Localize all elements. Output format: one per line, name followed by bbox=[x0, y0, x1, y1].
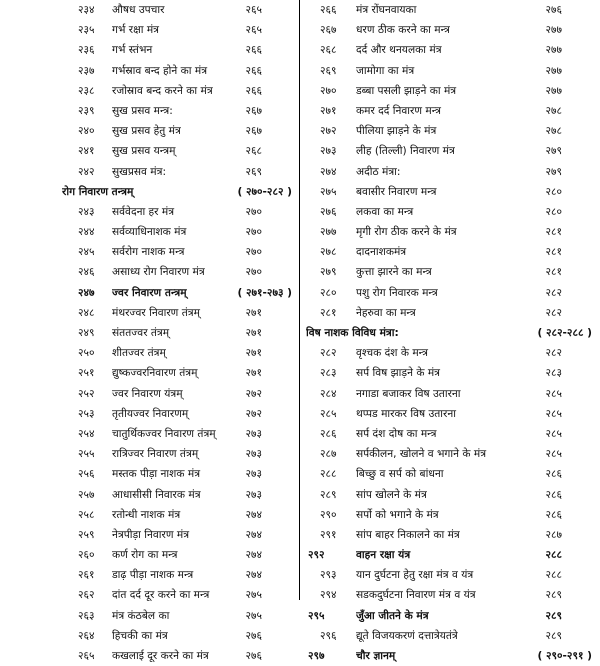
entry-number: २७९ bbox=[320, 266, 337, 279]
toc-entry bbox=[300, 242, 600, 262]
entry-title: सांप बाहर निकालने का मंत्र bbox=[356, 528, 460, 541]
toc-entry bbox=[0, 505, 300, 525]
entry-page: २७३ bbox=[245, 427, 262, 440]
entry-number: २३७ bbox=[78, 64, 95, 77]
entry-number: २८२ bbox=[320, 347, 337, 360]
entry-number: २९६ bbox=[320, 629, 337, 642]
toc-section-entry bbox=[300, 545, 600, 565]
entry-page: २८८ bbox=[545, 549, 562, 562]
entry-page: २७४ bbox=[245, 508, 262, 521]
entry-title: गर्भस्राव बन्द होने का मंत्र bbox=[112, 64, 208, 77]
entry-page: २७२ bbox=[245, 407, 262, 420]
entry-page: २८० bbox=[545, 185, 562, 198]
toc-entry bbox=[300, 464, 600, 484]
entry-title: हिचकी का मंत्र bbox=[112, 629, 168, 642]
entry-title: शीतज्वर तंत्रम् bbox=[112, 347, 166, 360]
entry-title: रोग निवारण तन्त्रम् bbox=[62, 185, 134, 198]
entry-title: बिच्छु व सर्प को बांधना bbox=[356, 468, 444, 481]
toc-entry bbox=[0, 343, 300, 363]
toc-entry bbox=[0, 424, 300, 444]
entry-number: २३८ bbox=[78, 84, 95, 97]
toc-entry bbox=[300, 162, 600, 182]
entry-number: २५६ bbox=[78, 468, 95, 481]
entry-title: विष नाशक विविध मंत्रा: bbox=[306, 327, 399, 339]
toc-entry bbox=[300, 141, 600, 161]
entry-number: २७२ bbox=[320, 125, 337, 138]
entry-title: रात्रिज्वर निवारण तंत्रम् bbox=[112, 448, 199, 461]
entry-number: २५१ bbox=[78, 367, 95, 380]
entry-title: गर्भ स्तंभन bbox=[112, 44, 153, 57]
entry-page: २७६ bbox=[245, 650, 262, 662]
entry-number: २४१ bbox=[78, 145, 95, 158]
entry-page: २७३ bbox=[245, 468, 262, 481]
entry-title: द्यूते विजयकरणं दत्तात्रेयतंत्रे bbox=[356, 629, 458, 642]
entry-title: सुख प्रसव मन्त्र: bbox=[112, 104, 173, 117]
entry-page: २७० bbox=[245, 266, 262, 279]
entry-page: २७५ bbox=[245, 589, 262, 602]
entry-page: २७० bbox=[245, 226, 262, 239]
entry-number: २६३ bbox=[78, 609, 95, 622]
entry-number: २४२ bbox=[78, 165, 95, 178]
entry-page: २७४ bbox=[245, 528, 262, 541]
entry-title: नेत्रपीड़ा निवारण मंत्र bbox=[112, 528, 190, 541]
entry-page: २८८ bbox=[545, 569, 562, 582]
entry-number: २४८ bbox=[78, 306, 95, 319]
entry-number: २९३ bbox=[320, 569, 337, 582]
entry-title: मस्तक पीड़ा नाशक मंत्र bbox=[112, 468, 201, 481]
entry-title: अदीठ मंत्रा: bbox=[356, 165, 401, 178]
entry-page: २७९ bbox=[545, 145, 562, 158]
entry-page: २७५ bbox=[245, 609, 262, 622]
entry-number: २५३ bbox=[78, 407, 95, 420]
entry-number: २३९ bbox=[78, 104, 95, 117]
entry-page: २७३ bbox=[245, 448, 262, 461]
toc-entry bbox=[0, 262, 300, 282]
toc-entry bbox=[0, 202, 300, 222]
entry-page: २८५ bbox=[545, 427, 562, 440]
entry-number: २८७ bbox=[320, 448, 337, 461]
entry-title: तृतीयज्वर निवारणम् bbox=[112, 407, 189, 420]
entry-number: २६५ bbox=[78, 650, 95, 662]
entry-page-range: ( २७०-२८२ ) bbox=[237, 185, 292, 198]
entry-number: २७७ bbox=[320, 226, 337, 239]
toc-entry bbox=[300, 444, 600, 464]
entry-number: २८१ bbox=[320, 306, 337, 319]
entry-title: सुख प्रसव हेतु मंत्र bbox=[112, 125, 181, 138]
entry-number: २५८ bbox=[78, 508, 95, 521]
entry-page: २६५ bbox=[245, 4, 262, 16]
entry-number: २६७ bbox=[320, 24, 337, 37]
entry-number: २८९ bbox=[320, 488, 337, 501]
entry-page: २८३ bbox=[545, 367, 562, 380]
entry-title: थप्पड मारकर विष उतारना bbox=[356, 407, 457, 420]
entry-number: २६१ bbox=[78, 569, 95, 582]
entry-title: कखलाई दूर करने का मंत्र bbox=[112, 650, 209, 662]
entry-title: मंत्र कंठबेल का bbox=[112, 609, 170, 622]
entry-page: २८६ bbox=[545, 468, 562, 481]
toc-entry bbox=[0, 585, 300, 605]
entry-title: सर्वव्याधिनाशक मंत्र bbox=[112, 226, 187, 239]
entry-number: २७३ bbox=[320, 145, 337, 158]
entry-page: २६७ bbox=[245, 125, 262, 138]
toc-entry bbox=[0, 525, 300, 545]
entry-title: सुख प्रसव यन्त्रम् bbox=[112, 145, 176, 158]
entry-number: २७४ bbox=[320, 165, 337, 178]
entry-title: कमर दर्द निवारण मन्त्र bbox=[356, 104, 442, 117]
entry-number: २६२ bbox=[78, 589, 95, 602]
entry-page: २८५ bbox=[545, 448, 562, 461]
entry-page: २७७ bbox=[545, 64, 562, 77]
entry-title: दर्द और थनयलका मंत्र bbox=[356, 44, 442, 57]
toc-entry bbox=[0, 323, 300, 343]
entry-number: २९७ bbox=[308, 650, 325, 662]
entry-number: २९५ bbox=[308, 609, 325, 622]
entry-page: २८७ bbox=[545, 528, 562, 541]
entry-title: गर्भ रक्षा मंत्र bbox=[112, 24, 160, 37]
entry-title: पीलिया झाड़ने के मंत्र bbox=[356, 125, 437, 138]
toc-entry bbox=[300, 222, 600, 242]
entry-number: २४६ bbox=[78, 266, 95, 279]
toc-entry bbox=[300, 121, 600, 141]
entry-page: २८१ bbox=[545, 226, 562, 239]
toc-entry bbox=[300, 626, 600, 646]
entry-page: २७८ bbox=[545, 125, 562, 138]
toc-section-entry bbox=[0, 283, 300, 303]
entry-page: २७० bbox=[245, 205, 262, 218]
entry-page: २७२ bbox=[245, 387, 262, 400]
toc-entry bbox=[300, 525, 600, 545]
entry-title: मंत्र रोंघनवायका bbox=[356, 4, 417, 16]
toc-entry bbox=[0, 61, 300, 81]
entry-page: २७१ bbox=[245, 327, 262, 339]
entry-title: संततज्वर तंत्रम् bbox=[112, 327, 170, 339]
toc-entry bbox=[0, 646, 300, 666]
entry-number: २९४ bbox=[320, 589, 337, 602]
toc-entry bbox=[0, 40, 300, 60]
entry-title: सांप खोलने के मंत्र bbox=[356, 488, 427, 501]
entry-page: २८९ bbox=[545, 629, 562, 642]
toc-entry bbox=[300, 81, 600, 101]
entry-page: २७१ bbox=[245, 367, 262, 380]
entry-page-range: ( २८२-२८८ ) bbox=[537, 327, 592, 339]
toc-entry bbox=[0, 20, 300, 40]
toc-entry bbox=[300, 283, 600, 303]
toc-section-entry bbox=[300, 646, 600, 666]
entry-page: २७१ bbox=[245, 306, 262, 319]
toc-entry bbox=[300, 40, 600, 60]
entry-number: २४५ bbox=[78, 246, 95, 259]
entry-number: २७८ bbox=[320, 246, 337, 259]
entry-page: २८१ bbox=[545, 266, 562, 279]
entry-title: कर्ण रोग का मन्त्र bbox=[112, 549, 178, 562]
entry-number: २८६ bbox=[320, 427, 337, 440]
toc-entry bbox=[0, 303, 300, 323]
entry-page: २८६ bbox=[545, 488, 562, 501]
entry-number: २४९ bbox=[78, 327, 95, 339]
entry-title: जामोगा का मंत्र bbox=[356, 64, 415, 77]
entry-number: २६० bbox=[78, 549, 95, 562]
entry-page: २८० bbox=[545, 205, 562, 218]
entry-number: २७० bbox=[320, 84, 337, 97]
entry-title: डाढ़ पीड़ा नाशक मन्त्र bbox=[112, 569, 194, 582]
toc-entry bbox=[300, 0, 600, 20]
entry-page: २७६ bbox=[245, 629, 262, 642]
entry-title: वाहन रक्षा यंत्र bbox=[356, 549, 411, 562]
entry-title: वृश्चक दंश के मन्त्र bbox=[356, 347, 428, 360]
entry-title: सर्प दंश दोष का मन्त्र bbox=[356, 427, 437, 440]
entry-number: २३४ bbox=[78, 4, 95, 16]
toc-entry bbox=[0, 141, 300, 161]
entry-title: दादनाशकमंत्र bbox=[356, 246, 407, 259]
entry-page: २७७ bbox=[545, 84, 562, 97]
toc-entry bbox=[300, 565, 600, 585]
entry-title: सर्पो को भगाने के मंत्र bbox=[356, 508, 439, 521]
entry-page: २७९ bbox=[545, 165, 562, 178]
entry-title: दांत दर्द दूर करने का मन्त्र bbox=[112, 589, 210, 602]
entry-page: २८२ bbox=[545, 347, 562, 360]
entry-number: २५० bbox=[78, 347, 95, 360]
toc-entry bbox=[0, 242, 300, 262]
entry-page: २८९ bbox=[545, 589, 562, 602]
entry-number: २५५ bbox=[78, 448, 95, 461]
entry-number: २७५ bbox=[320, 185, 337, 198]
entry-number: २६६ bbox=[320, 4, 337, 16]
entry-title: असाध्य रोग निवारण मंत्र bbox=[112, 266, 205, 279]
toc-entry bbox=[300, 505, 600, 525]
entry-page: २६७ bbox=[245, 104, 262, 117]
toc-entry bbox=[0, 404, 300, 424]
right-column bbox=[300, 0, 600, 666]
entry-page: २८५ bbox=[545, 407, 562, 420]
entry-title: नगाडा बजाकर विष उतारना bbox=[356, 387, 461, 400]
entry-number: २९० bbox=[320, 508, 337, 521]
entry-title: चातुर्थिकज्वर निवारण तंत्रम् bbox=[112, 427, 216, 440]
toc-entry bbox=[300, 585, 600, 605]
entry-title: लीह (तिल्ली) निवारण मंत्र bbox=[356, 145, 455, 158]
toc-entry bbox=[0, 101, 300, 121]
entry-title: चौर ज्ञानम् bbox=[356, 650, 396, 662]
entry-title: औषध उपचार bbox=[112, 4, 165, 16]
entry-page: २७३ bbox=[245, 488, 262, 501]
entry-page: २७७ bbox=[545, 24, 562, 37]
entry-number: २८४ bbox=[320, 387, 337, 400]
entry-number: २३५ bbox=[78, 24, 95, 37]
entry-title: नेहरुवा का मन्त्र bbox=[356, 306, 416, 319]
entry-title: लकवा का मन्त्र bbox=[356, 205, 414, 218]
entry-number: २९१ bbox=[320, 528, 337, 541]
toc-entry bbox=[0, 363, 300, 383]
toc-entry bbox=[300, 485, 600, 505]
entry-number: २७१ bbox=[320, 104, 337, 117]
entry-title: मंथरज्वर निवारण तंत्रम् bbox=[112, 306, 200, 319]
toc-entry bbox=[0, 121, 300, 141]
toc-entry bbox=[300, 404, 600, 424]
entry-title: सुखप्रसव मंत्र: bbox=[112, 165, 167, 178]
toc-entry bbox=[0, 162, 300, 182]
entry-title: कुत्ता झारने का मन्त्र bbox=[356, 266, 432, 279]
toc-entry bbox=[300, 384, 600, 404]
toc-entry bbox=[300, 20, 600, 40]
entry-number: २५४ bbox=[78, 427, 95, 440]
entry-number: २६८ bbox=[320, 44, 337, 57]
entry-page: २६८ bbox=[245, 145, 262, 158]
entry-page: २७४ bbox=[245, 569, 262, 582]
toc-entry bbox=[0, 81, 300, 101]
toc-entry bbox=[0, 464, 300, 484]
toc-entry bbox=[300, 343, 600, 363]
entry-title: बवासीर निवारण मन्त्र bbox=[356, 185, 437, 198]
entry-title: रजोस्राव बन्द करने का मंत्र bbox=[112, 84, 213, 97]
toc-entry bbox=[0, 444, 300, 464]
entry-page: २६६ bbox=[245, 44, 262, 57]
entry-number: २७६ bbox=[320, 205, 337, 218]
entry-page: २८२ bbox=[545, 306, 562, 319]
entry-number: २५९ bbox=[78, 528, 95, 541]
entry-number: २४७ bbox=[78, 286, 95, 299]
entry-number: २४४ bbox=[78, 226, 95, 239]
entry-title: ज्वर निवारण यंत्रम् bbox=[112, 387, 183, 400]
entry-number: २५२ bbox=[78, 387, 95, 400]
entry-number: २४० bbox=[78, 125, 95, 138]
toc-entry bbox=[300, 262, 600, 282]
entry-page: २८१ bbox=[545, 246, 562, 259]
toc-entry bbox=[0, 485, 300, 505]
entry-page: २६९ bbox=[245, 165, 262, 178]
entry-number: २९२ bbox=[308, 549, 325, 562]
entry-number: २६९ bbox=[320, 64, 337, 77]
toc-section-heading bbox=[300, 323, 600, 343]
toc-entry bbox=[0, 384, 300, 404]
toc-section-entry bbox=[300, 606, 600, 626]
entry-page: २७४ bbox=[245, 549, 262, 562]
entry-page: २६५ bbox=[245, 24, 262, 37]
entry-title: पशु रोग निवारक मन्त्र bbox=[356, 286, 438, 299]
entry-number: २८० bbox=[320, 286, 337, 299]
toc-entry bbox=[0, 606, 300, 626]
toc-entry bbox=[0, 545, 300, 565]
entry-page: २८५ bbox=[545, 387, 562, 400]
entry-title: सडकदुर्घटना निवारण मंत्र व यंत्र bbox=[356, 589, 476, 602]
toc-entry bbox=[300, 101, 600, 121]
toc-entry bbox=[0, 0, 300, 20]
toc-entry bbox=[300, 363, 600, 383]
entry-number: २६४ bbox=[78, 629, 95, 642]
entry-page: २८६ bbox=[545, 508, 562, 521]
entry-title: डब्बा पसली झाड़ने का मंत्र bbox=[356, 84, 457, 97]
toc-entry bbox=[300, 303, 600, 323]
entry-title: रतोन्धी नाशक मंत्र bbox=[112, 508, 181, 521]
entry-number: २८८ bbox=[320, 468, 337, 481]
entry-page: २८९ bbox=[545, 609, 562, 622]
entry-title: सर्वरोग नाशक मन्त्र bbox=[112, 246, 185, 259]
entry-page: २६६ bbox=[245, 84, 262, 97]
entry-title: धरण ठीक करने का मन्त्र bbox=[356, 24, 450, 37]
entry-title: मृगी रोग ठीक करने के मंत्र bbox=[356, 226, 457, 239]
entry-title: द्युष्कज्वरनिवारण तंत्रम् bbox=[112, 367, 198, 380]
entry-title: सर्पकीलन, खोलने व भगाने के मंत्र bbox=[356, 448, 487, 461]
entry-page: २७१ bbox=[245, 347, 262, 360]
toc-entry bbox=[300, 202, 600, 222]
entry-number: २८५ bbox=[320, 407, 337, 420]
entry-title: ज्वर निवारण तन्त्रम् bbox=[112, 286, 187, 299]
entry-number: २३६ bbox=[78, 44, 95, 57]
entry-title: जुँआ जीतने के मंत्र bbox=[356, 609, 429, 622]
toc-entry bbox=[0, 565, 300, 585]
toc-section-heading bbox=[0, 182, 300, 202]
entry-page-range: ( २९०-२९१ ) bbox=[537, 650, 592, 662]
toc-entry bbox=[300, 61, 600, 81]
toc-entry bbox=[0, 626, 300, 646]
entry-title: यान दुर्घटना हेतु रक्षा मंत्र व यंत्र bbox=[356, 569, 474, 582]
entry-number: २८३ bbox=[320, 367, 337, 380]
entry-page: २८२ bbox=[545, 286, 562, 299]
entry-page: २६६ bbox=[245, 64, 262, 77]
entry-page: २७७ bbox=[545, 44, 562, 57]
toc-entry bbox=[300, 424, 600, 444]
entry-title: सर्ववेदना हर मंत्र bbox=[112, 205, 175, 218]
entry-number: २४३ bbox=[78, 205, 95, 218]
entry-page: २७० bbox=[245, 246, 262, 259]
toc-entry bbox=[300, 182, 600, 202]
entry-title: आधासीसी निवारक मंत्र bbox=[112, 488, 201, 501]
entry-page-range: ( २७१-२७३ ) bbox=[237, 286, 292, 299]
entry-number: २५७ bbox=[78, 488, 95, 501]
entry-page: २७६ bbox=[545, 4, 562, 16]
entry-title: सर्प विष झाड़ने के मंत्र bbox=[356, 367, 441, 380]
entry-page: २७८ bbox=[545, 104, 562, 117]
toc-entry bbox=[0, 222, 300, 242]
